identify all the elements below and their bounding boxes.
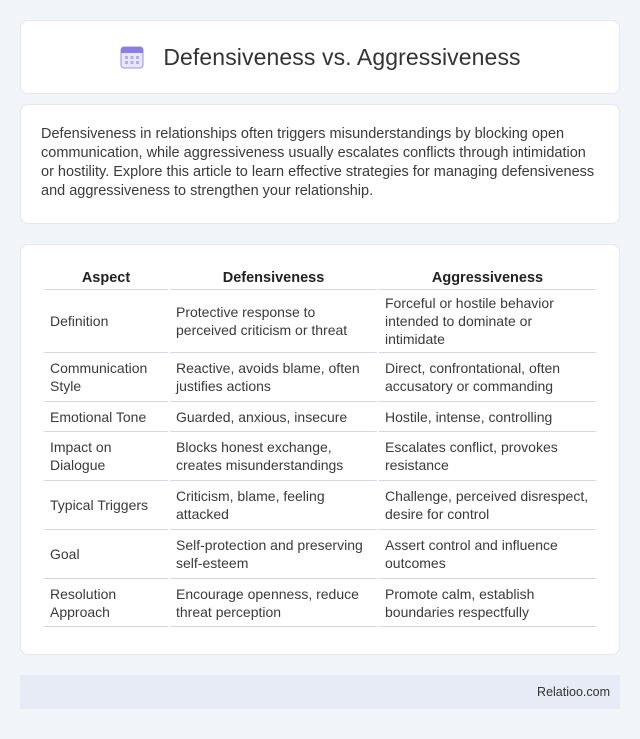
page-title: Defensiveness vs. Aggressiveness [163, 43, 521, 70]
defensiveness-cell: Encourage openness, reduce threat perception [170, 579, 377, 627]
table-row [44, 432, 596, 481]
table-row [44, 353, 596, 402]
aspect-cell: Impact on Dialogue [44, 432, 168, 481]
aspect-cell: Definition [44, 290, 168, 353]
aspect-cell: Communication Style [44, 353, 168, 402]
defensiveness-cell: Reactive, avoids blame, often justifies actions [170, 353, 377, 402]
aspect-cell: Goal [44, 530, 168, 579]
header-aggressiveness: Aggressiveness [379, 265, 596, 290]
aspect-cell: Emotional Tone [44, 402, 168, 432]
footer-site-label: Relatioo.com [537, 685, 610, 699]
comparison-table [42, 265, 598, 627]
defensiveness-cell: Criticism, blame, feeling attacked [170, 481, 377, 530]
comparison-table-card [20, 244, 620, 655]
title-wrap [119, 44, 520, 71]
aggressiveness-cell: Promote calm, establish boundaries respectfully [379, 579, 596, 627]
aggressiveness-cell: Direct, confrontational, often accusatory or commanding [379, 353, 596, 402]
intro-paragraph: Defensiveness in relationships often triggers misunderstandings by blocking open communication, while aggressiveness usually escalates conflicts through intimidation or hostility. Explore this article to learn effective strategies for managing defensiveness and aggressiveness to strengthen your relationship. [41, 126, 595, 199]
title-card [20, 20, 620, 94]
defensiveness-cell: Blocks honest exchange, creates misunderstandings [170, 432, 377, 481]
table-header-row [44, 265, 596, 290]
table-row [44, 402, 596, 432]
table-row [44, 530, 596, 579]
aggressiveness-cell: Escalates conflict, provokes resistance [379, 432, 596, 481]
header-aspect: Aspect [44, 265, 168, 290]
aggressiveness-cell: Forceful or hostile behavior intended to dominate or intimidate [379, 290, 596, 353]
defensiveness-cell: Guarded, anxious, insecure [170, 402, 377, 432]
table-row [44, 579, 596, 627]
defensiveness-cell: Self-protection and preserving self-esteem [170, 530, 377, 579]
footer [20, 675, 620, 709]
aggressiveness-cell: Assert control and influence outcomes [379, 530, 596, 579]
header-defensiveness: Defensiveness [170, 265, 377, 290]
calendar-icon [119, 44, 145, 70]
aspect-cell: Resolution Approach [44, 579, 168, 627]
intro-card [20, 104, 620, 224]
aspect-cell: Typical Triggers [44, 481, 168, 530]
aggressiveness-cell: Hostile, intense, controlling [379, 402, 596, 432]
table-row [44, 481, 596, 530]
defensiveness-cell: Protective response to perceived criticism or threat [170, 290, 377, 353]
aggressiveness-cell: Challenge, perceived disrespect, desire for control [379, 481, 596, 530]
table-row [44, 290, 596, 353]
